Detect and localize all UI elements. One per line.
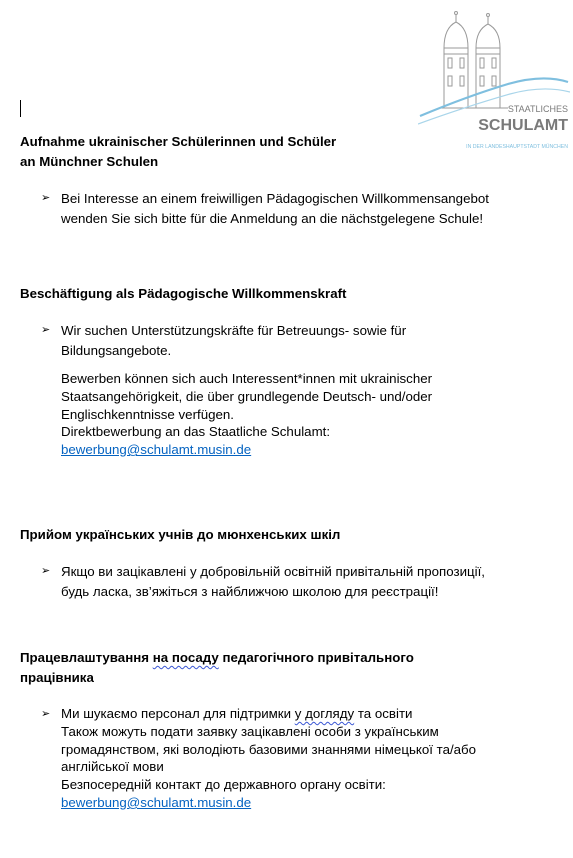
- de-email-link[interactable]: bewerbung@schulamt.musin.de: [61, 442, 252, 458]
- logo-line2: SCHULAMT: [478, 117, 568, 134]
- bullet-arrow-icon: ➢: [41, 192, 51, 204]
- de-section2-title: Beschäftigung als Pädagogische Willkommenskraft: [20, 286, 347, 301]
- bullet-arrow-icon: ➢: [41, 324, 51, 336]
- schulamt-logo: [418, 8, 570, 156]
- logo-line1: STAATLICHES: [507, 104, 568, 114]
- text-cursor: [20, 100, 21, 117]
- ua-section2-title: Працевлаштування на посаду педагогічного привітального працівника: [20, 650, 414, 685]
- ua-section1-title: Прийом українських учнів до мюнхенських шкіл: [20, 527, 341, 542]
- de-section1-title: Aufnahme ukrainischer Schülerinnen und Schüler an Münchner Schulen: [20, 134, 337, 169]
- de-section2-paragraph: Bewerben können sich auch Interessent*innen mit ukrainischer Staatsangehörigkeit, die über grundlegende Deutsch- und/oder Englischkenntnisse verfügen. Direktbewerbung an das Staatliche Schulamt: bewerbung@schulamt.musin.de: [61, 371, 433, 458]
- ua-email-link[interactable]: bewerbung@schulamt.musin.de: [61, 794, 252, 810]
- bullet-arrow-icon: ➢: [41, 708, 51, 720]
- logo-line3: IN DER LANDESHAUPTSTADT MÜNCHEN: [466, 144, 568, 150]
- bullet-arrow-icon: ➢: [41, 565, 51, 577]
